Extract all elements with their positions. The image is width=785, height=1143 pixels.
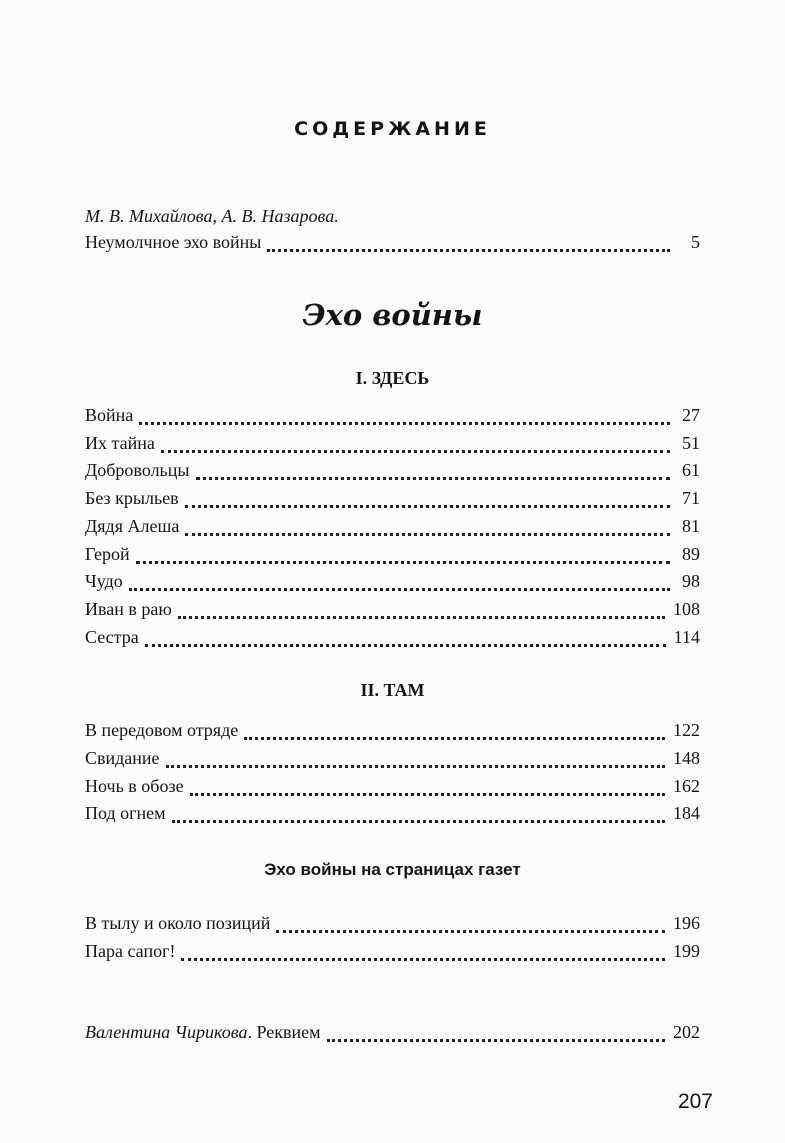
dot-leader (267, 249, 670, 252)
toc-row[interactable] (85, 488, 700, 512)
toc-row[interactable] (85, 720, 700, 744)
toc-page: 184 (673, 803, 700, 823)
toc-title: Пара сапог! (85, 941, 176, 961)
dot-leader (136, 561, 670, 564)
toc-row[interactable] (85, 627, 700, 651)
toc-title: Свидание (85, 748, 160, 768)
toc-page: 51 (682, 433, 700, 453)
toc-row-final[interactable] (85, 1022, 700, 1046)
dot-leader (145, 644, 666, 647)
toc-row[interactable] (85, 803, 700, 827)
toc-title (85, 1022, 327, 1043)
dot-leader (185, 505, 670, 508)
intro-authors: М. В. Михайлова, А. В. Назарова. (85, 206, 339, 226)
toc-row[interactable] (85, 748, 700, 772)
toc-row[interactable] (85, 776, 700, 800)
dot-leader (327, 1039, 666, 1042)
dot-leader (178, 616, 665, 619)
toc-page: 81 (682, 516, 700, 536)
toc-page: 61 (682, 460, 700, 480)
toc-title: Герой (85, 544, 130, 564)
toc-row[interactable] (85, 913, 700, 937)
page-number: 207 (677, 1090, 713, 1113)
section-title: II. ТАМ (360, 680, 425, 700)
contents-heading: СОДЕРЖАНИЕ (294, 118, 491, 140)
toc-title: Сестра (85, 627, 139, 647)
toc-page: 108 (673, 599, 700, 619)
toc-row[interactable] (85, 433, 700, 457)
toc-title: Их тайна (85, 433, 155, 453)
toc-page: 27 (682, 405, 700, 425)
toc-row[interactable] (85, 599, 700, 623)
toc-page: 122 (673, 720, 700, 740)
toc-page: 89 (682, 544, 700, 564)
final-title: . Реквием (247, 1022, 321, 1042)
dot-leader (276, 930, 665, 933)
toc-title: В передовом отряде (85, 720, 239, 740)
toc-title: Под огнем (85, 803, 166, 823)
toc-page: 202 (673, 1022, 700, 1042)
toc-title: Ночь в обозе (85, 776, 184, 796)
book-title: Эхо войны (302, 298, 483, 332)
toc-title: Иван в раю (85, 599, 172, 619)
toc-page: 71 (682, 488, 700, 508)
toc-page: 199 (673, 941, 700, 961)
toc-title: Дядя Алеша (85, 516, 180, 536)
toc-row[interactable] (85, 516, 700, 540)
dot-leader (244, 737, 665, 740)
toc-title: Добровольцы (85, 460, 190, 480)
toc-row[interactable] (85, 941, 700, 965)
dot-leader (196, 477, 671, 480)
dot-leader (129, 588, 670, 591)
toc-row[interactable] (85, 571, 700, 595)
toc-page: 5 (691, 232, 700, 252)
toc-page: 148 (673, 748, 700, 768)
dot-leader (190, 793, 665, 796)
toc-title: Неумолчное эхо войны (85, 232, 262, 252)
final-author: Валентина Чирикова (85, 1022, 248, 1042)
toc-row[interactable] (85, 460, 700, 484)
section-title: Эхо войны на страницах газет (264, 860, 521, 879)
dot-leader (172, 820, 665, 823)
dot-leader (139, 422, 670, 425)
toc-row[interactable] (85, 544, 700, 568)
toc-title: Война (85, 405, 134, 425)
toc-page: 98 (682, 571, 700, 591)
dot-leader (166, 765, 665, 768)
toc-title: Без крыльев (85, 488, 179, 508)
toc-row-intro[interactable] (85, 232, 700, 256)
toc-page: 162 (673, 776, 700, 796)
toc-title: Чудо (85, 571, 123, 591)
toc-title: В тылу и около позиций (85, 913, 271, 933)
toc-page: 114 (673, 627, 700, 647)
dot-leader (161, 450, 670, 453)
dot-leader (181, 958, 665, 961)
section-title: I. ЗДЕСЬ (355, 368, 430, 388)
toc-page: 196 (673, 913, 700, 933)
dot-leader (185, 533, 670, 536)
toc-row[interactable] (85, 405, 700, 429)
